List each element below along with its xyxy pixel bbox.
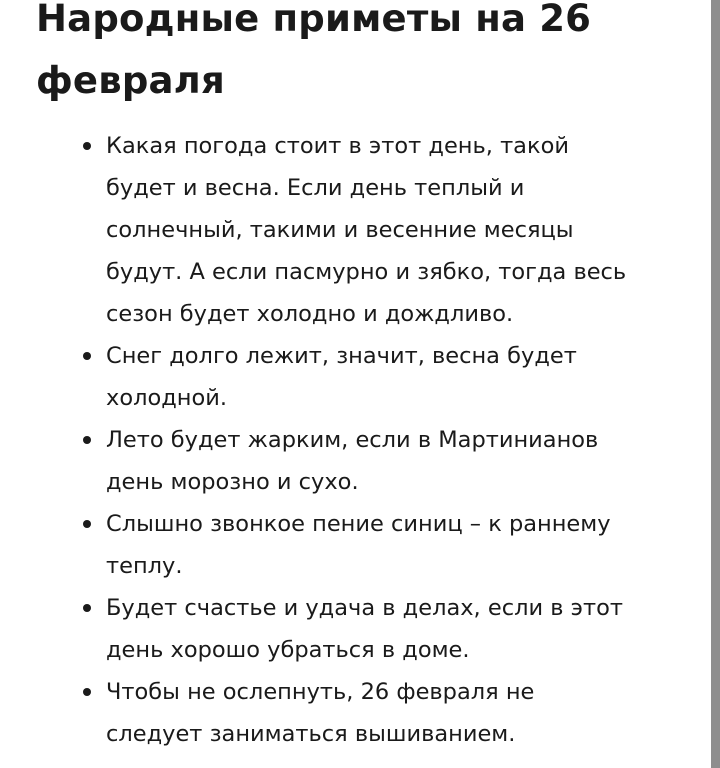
list-item-text: сезон будет холодно и дождливо.	[106, 301, 514, 327]
list-item	[0, 671, 626, 755]
list-item-text: следует заниматься вышиванием.	[106, 721, 516, 747]
list-item	[0, 419, 626, 503]
title-line: Народные приметы на 26	[36, 0, 592, 40]
list-item-text: солнечный, такими и весенние месяцы	[106, 217, 574, 243]
list-item	[0, 587, 626, 671]
list-item-text: Слышно звонкое пение синиц – к раннему	[106, 511, 611, 537]
list-item-text: холодной.	[106, 385, 228, 411]
list-item-text: день хорошо убраться в доме.	[106, 637, 470, 663]
list-item-text: Чтобы не ослепнуть, 26 февраля не	[106, 679, 535, 705]
list-item-text: день морозно и сухо.	[106, 469, 359, 495]
page-title	[36, 0, 591, 112]
list-item-text: будут. А если пасмурно и зябко, тогда весь	[106, 259, 627, 285]
list-item-text: Снег долго лежит, значит, весна будет	[106, 343, 577, 369]
list-item-text: теплу.	[106, 553, 183, 579]
list-item	[0, 125, 626, 335]
scrollbar[interactable]	[711, 0, 720, 768]
list-item	[0, 503, 626, 587]
list-item-text: Лето будет жарким, если в Мартинианов	[106, 427, 599, 453]
title-line: февраля	[36, 59, 225, 102]
list-item-text: Будет счастье и удача в делах, если в этот	[106, 595, 623, 621]
omens-list	[0, 125, 626, 755]
list-item	[0, 335, 626, 419]
list-item-text: будет и весна. Если день теплый и	[106, 175, 525, 201]
list-item-text: Какая погода стоит в этот день, такой	[106, 133, 569, 159]
